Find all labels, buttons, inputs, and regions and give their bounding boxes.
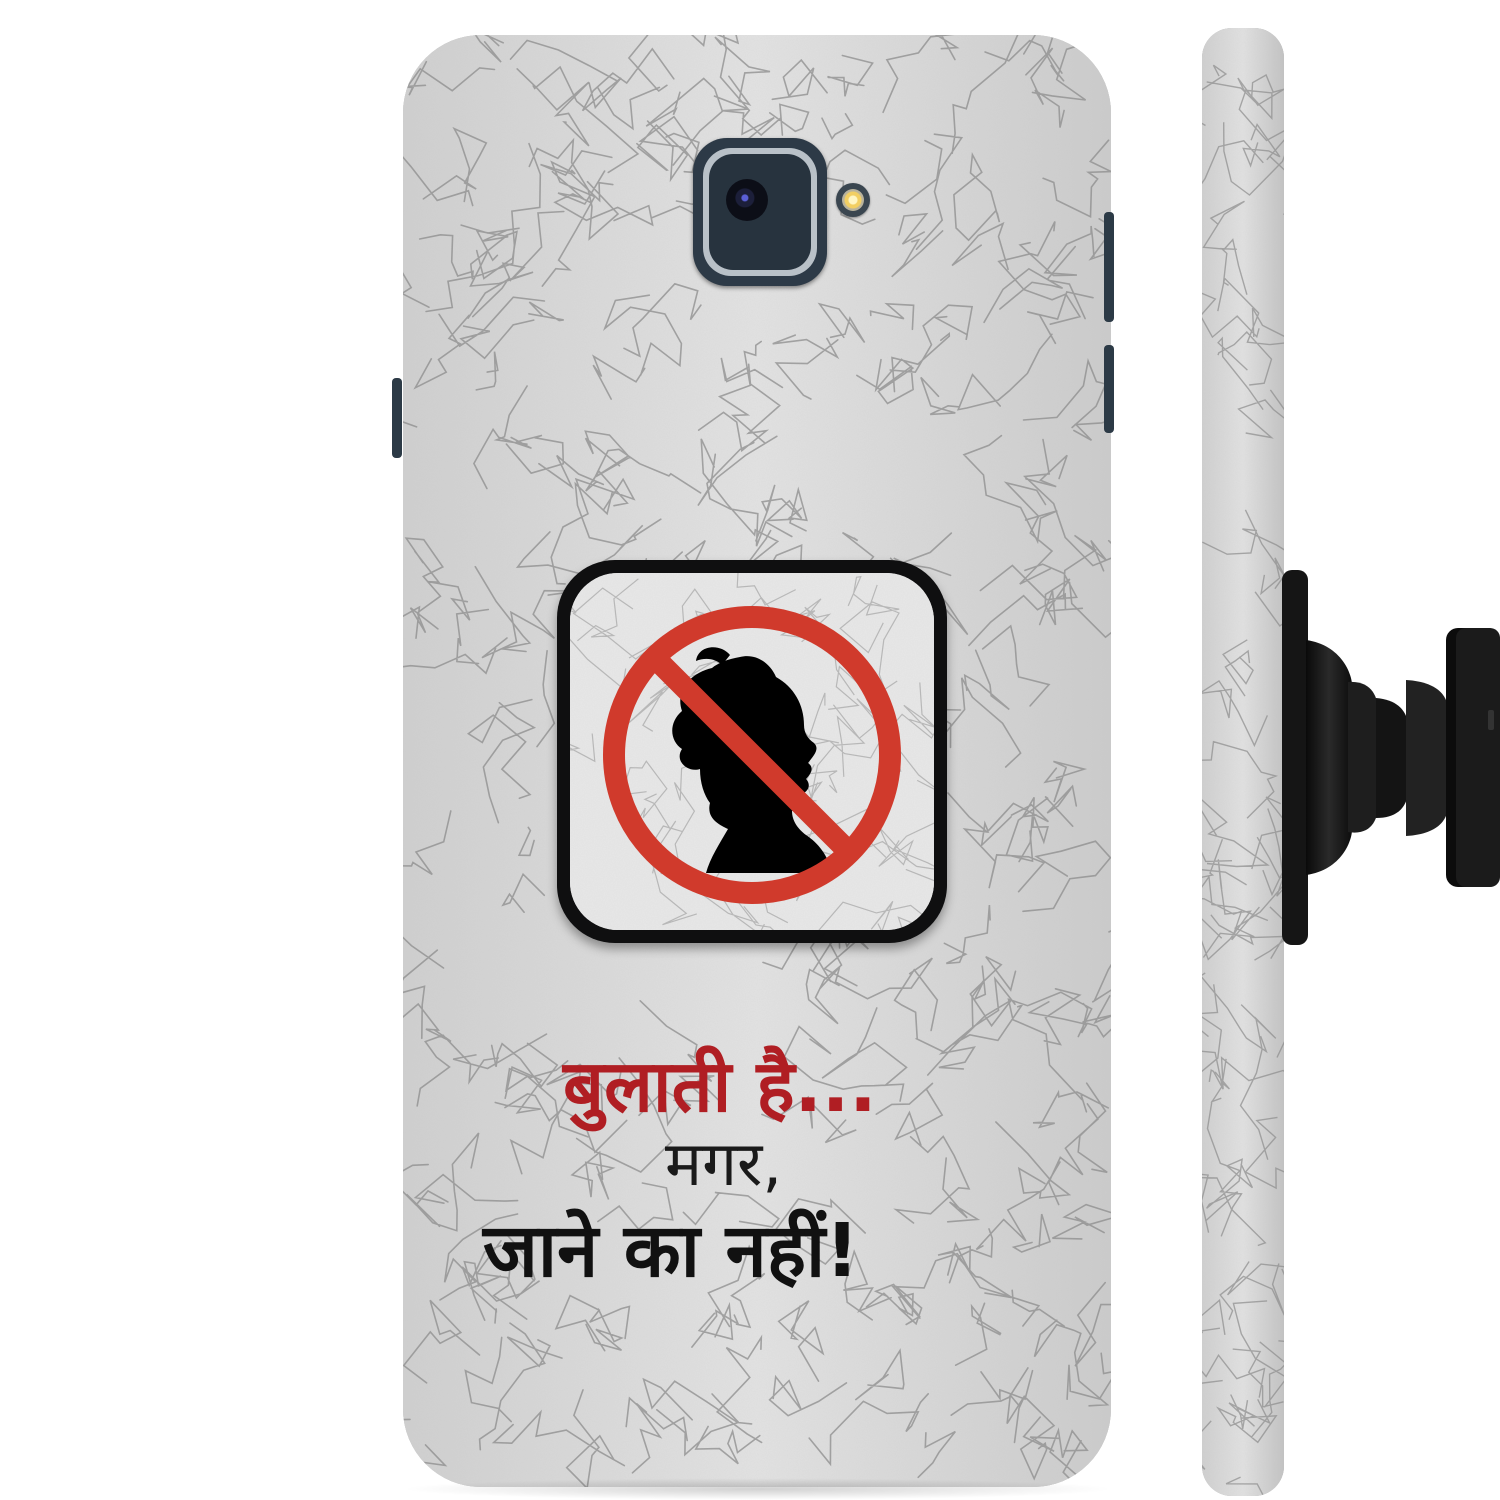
right-side-button-top <box>1104 212 1114 322</box>
quote-text <box>403 35 1111 1487</box>
quote-line-1: बुलाती है... <box>563 1044 877 1128</box>
left-side-button <box>392 378 402 458</box>
pop-socket-icon <box>1282 570 1500 945</box>
quote-line-2: मगर, <box>665 1127 783 1200</box>
case-shadow <box>400 1478 1115 1500</box>
phone-case-side <box>1202 28 1284 1496</box>
side-leather-texture <box>1202 28 1284 1496</box>
phone-case-back <box>403 35 1111 1487</box>
quote-line-3: जाने का नहीं! <box>483 1208 859 1294</box>
right-side-button-bottom <box>1104 345 1114 433</box>
